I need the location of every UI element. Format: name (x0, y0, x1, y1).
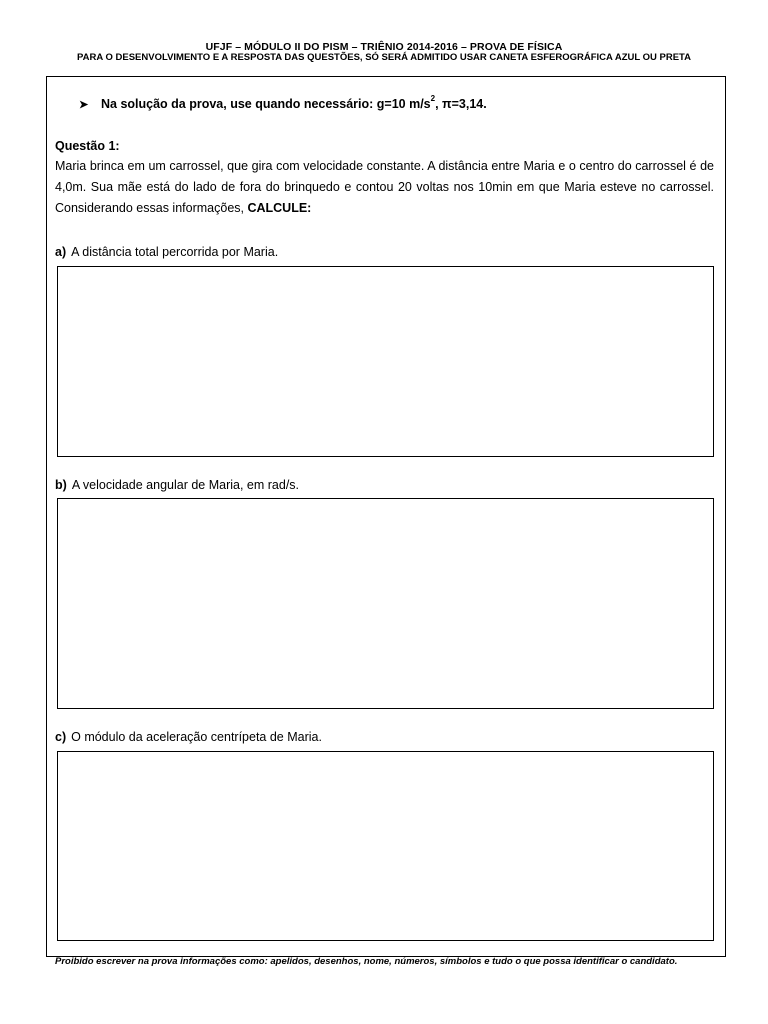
question-statement (55, 156, 714, 219)
item-a (55, 245, 278, 259)
instruction-superscript: 2 (430, 94, 436, 103)
exam-header-title: UFJF – MÓDULO II DO PISM – TRIÊNIO 2014-2016 – PROVA DE FÍSICA (205, 41, 563, 53)
footer-warning: Proibido escrever na prova informações como: apelidos, desenhos, nome, números, símbolos e tudo o que possa identificar o candidato. (55, 956, 678, 967)
question-command: CALCULE: (247, 201, 312, 215)
item-c-text: O módulo da aceleração centrípeta de Maria. (71, 730, 322, 744)
question-body-text: Maria brinca em um carrossel, que gira com velocidade constante. A distância entre Maria e o centro do carrossel é de 4,0m. Sua mãe está do lado de fora do brinquedo e contou 20 voltas nos 10min em que Maria esteve no carrossel. Considerando essas informações, (55, 159, 714, 215)
item-b (55, 478, 299, 492)
item-a-text: A distância total percorrida por Maria. (71, 245, 279, 259)
item-b-label: b) (55, 478, 67, 492)
item-a-label: a) (55, 245, 67, 259)
instruction-line (79, 96, 487, 111)
instruction-text: Na solução da prova, use quando necessário: g=10 m/s (101, 97, 431, 112)
item-c-label: c) (55, 730, 67, 744)
item-b-text: A velocidade angular de Maria, em rad/s. (71, 478, 300, 492)
instruction-constants: , π=3,14. (435, 97, 487, 112)
item-c (55, 730, 322, 744)
answer-box-c[interactable] (57, 751, 714, 941)
question-title: Questão 1: (55, 139, 120, 153)
arrow-bullet-icon: ➤ (79, 99, 89, 112)
exam-header-rule: PARA O DESENVOLVIMENTO E A RESPOSTA DAS QUESTÕES, SÓ SERÁ ADMITIDO USAR CANETA ESFEROGRÁFICA AZUL OU PRETA (76, 52, 692, 63)
answer-box-b[interactable] (57, 498, 714, 709)
answer-box-a[interactable] (57, 266, 714, 457)
